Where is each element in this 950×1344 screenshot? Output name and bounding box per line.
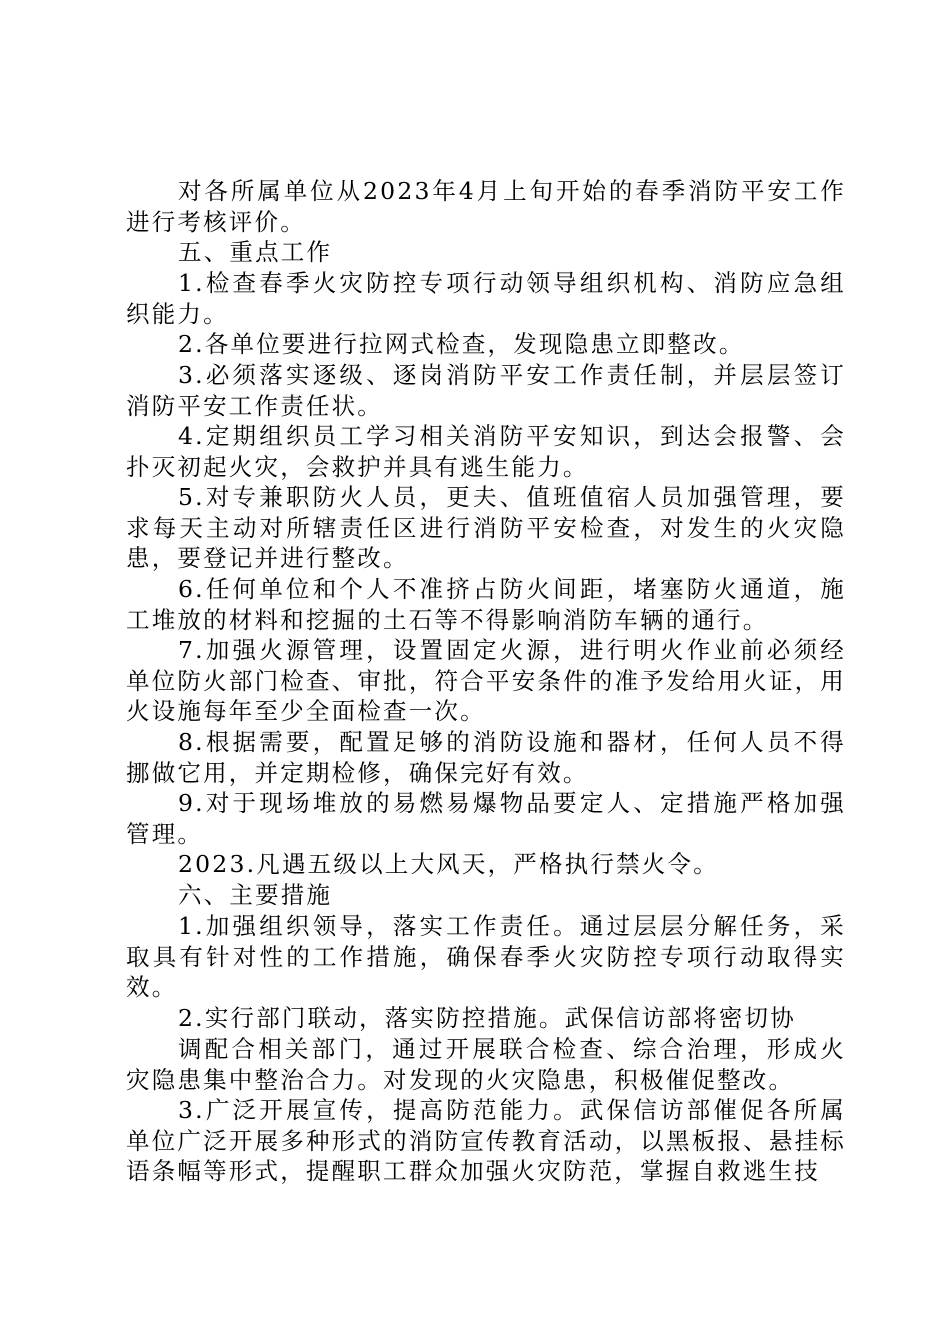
paragraph-key-7: 7.加强火源管理，设置固定火源，进行明火作业前必须经单位防火部门检查、审批，符合平安条件的准予发给用火证，用火设施每年至少全面检查一次。 — [126, 636, 846, 725]
paragraph-key-2: 2.各单位要进行拉网式检查，发现隐患立即整改。 — [178, 330, 745, 358]
section-heading-measures: 六、主要措施 — [178, 881, 333, 909]
paragraph-measure-2-body: 调配合相关部门，通过开展联合检查、综合治理，形成火灾隐患集中整治合力。对发现的火灾隐患，积极催促整改。 — [126, 1035, 846, 1094]
paragraph-measure-3: 3.广泛开展宣传，提高防范能力。武保信访部催促各所属单位广泛开展多种形式的消防宣传教育活动，以黑板报、悬挂标语条幅等形式，提醒职工群众加强火灾防范，掌握自救逃生技 — [126, 1096, 846, 1185]
section-heading-key-work: 五、重点工作 — [178, 238, 333, 266]
paragraph-measure-1: 1.加强组织领导，落实工作责任。通过层层分解任务，采取具有针对性的工作措施，确保春季火灾防控专项行动取得实效。 — [126, 912, 846, 1001]
paragraph-key-9: 9.对于现场堆放的易燃易爆物品要定人、定措施严格加强管理。 — [126, 789, 846, 848]
paragraph-key-10: 2023.凡遇五级以上大风天，严格执行禁火令。 — [178, 850, 719, 878]
paragraph-key-5: 5.对专兼职防火人员，更夫、值班值宿人员加强管理，要求每天主动对所辖责任区进行消防平安检查，对发生的火灾隐患，要登记并进行整改。 — [126, 483, 846, 572]
paragraph-key-1: 1.检查春季火灾防控专项行动领导组织机构、消防应急组织能力。 — [126, 269, 846, 328]
paragraph-intro: 对各所属单位从2023年4月上旬开始的春季消防平安工作进行考核评价。 — [126, 177, 846, 236]
paragraph-key-3: 3.必须落实逐级、逐岗消防平安工作责任制，并层层签订消防平安工作责任状。 — [126, 361, 846, 420]
paragraph-key-4: 4.定期组织员工学习相关消防平安知识，到达会报警、会扑灭初起火灾，会救护并具有逃生能力。 — [126, 422, 846, 481]
paragraph-key-8: 8.根据需要，配置足够的消防设施和器材，任何人员不得挪做它用，并定期检修，确保完好有效。 — [126, 728, 846, 787]
paragraph-measure-2-line1: 2.实行部门联动，落实防控措施。武保信访部将密切协 — [178, 1004, 796, 1032]
paragraph-key-6: 6.任何单位和个人不准挤占防火间距，堵塞防火通道，施工堆放的材料和挖掘的土石等不得影响消防车辆的通行。 — [126, 575, 846, 634]
